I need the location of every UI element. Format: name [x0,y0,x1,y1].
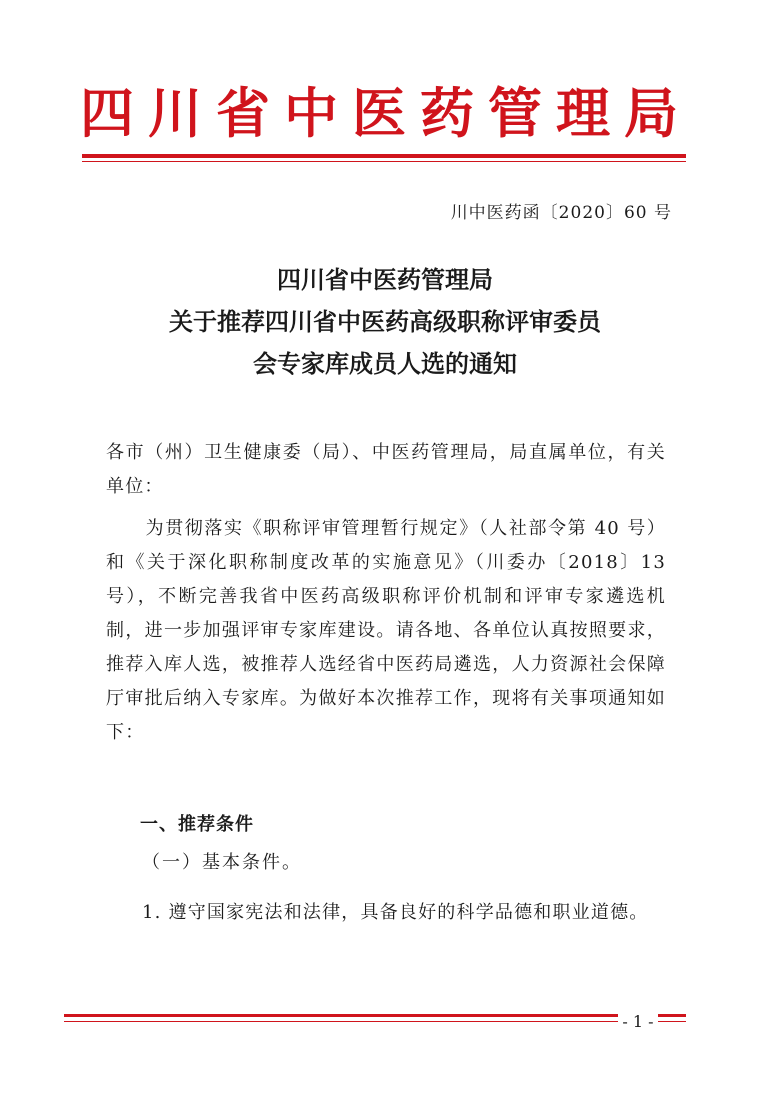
letterhead-red-rule [82,154,686,158]
item-1-text: 1. 遵守国家宪法和法律，具备良好的科学品德和职业道德。 [142,902,649,923]
body-paragraph [106,512,666,750]
title-line-1: 四川省中医药管理局 [277,266,493,294]
title-line-2: 关于推荐四川省中医药高级职称评审委员 [169,308,601,336]
title-line-3: 会专家库成员人选的通知 [253,350,517,378]
letterhead-red-rule-thin [82,161,686,162]
list-item [106,896,666,930]
salutation [106,436,666,504]
section-heading-1: 一、推荐条件 [140,814,254,835]
document-number: 川中医药函〔2020〕60 号 [450,203,672,223]
paragraph-1-text: 为贯彻落实《职称评审管理暂行规定》（人社部令第 40 号）和《关于深化职称制度改革的实施意见》（川委办〔2018〕13 号），不断完善我省中医药高级职称评价机制和评审专家遴选机制，进一步加强评审专家库建设。请各地、各单位认真按照要求，推荐入库人选，被推荐人选经省中医药局遴选，人力资源社会保障厅审批后纳入专家库。为做好本次推荐工作，现将有关事项通知如下： [106,518,666,743]
subsection-heading-1: （一）基本条件。 [142,852,302,873]
agency-letterhead: 四川省中医药管理局 [80,81,692,145]
footer-red-rule-thin [64,1021,686,1022]
document-title [100,259,670,385]
salutation-text: 各市（州）卫生健康委（局）、中医药管理局，局直属单位，有关单位： [106,442,666,497]
page-number: - 1 - [618,1012,658,1032]
footer-red-rule [64,1014,686,1017]
